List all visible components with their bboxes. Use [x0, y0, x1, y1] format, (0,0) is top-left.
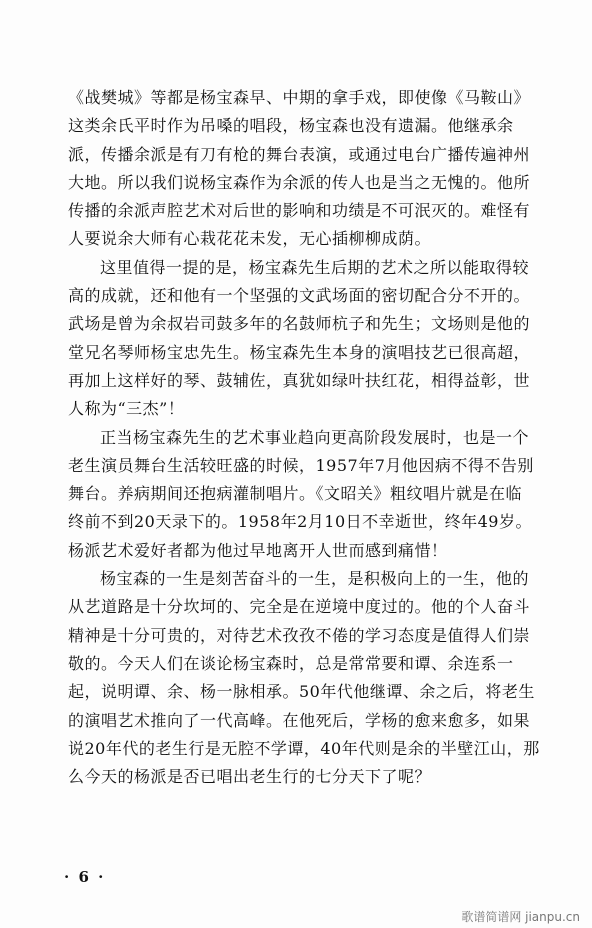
text-line: 人称为“三杰”！ [68, 399, 185, 419]
text-line: 正当杨宝森先生的艺术事业趋向更高阶段发展时，也是一个 [100, 427, 530, 447]
text-line: 说20年代的老生行是无腔不学谭，40年代则是余的半壁江山，那 [68, 738, 540, 758]
text-line: 传播的余派声腔艺术对后世的影响和功绩是不可泯灭的。难怪有 [68, 201, 531, 221]
text-line: 的演唱艺术推向了一代高峰。在他死后，学杨的愈来愈多，如果 [68, 710, 531, 730]
text-line: 终前不到20天录下的。1958年2月10日不幸逝世，终年49岁。 [68, 512, 532, 532]
text-line: 起，说明谭、余、杨一脉相承。50年代他继谭、余之后，将老生 [68, 682, 535, 702]
text-line: 老生演员舞台生活较旺盛的时候，1957年7月他因病不得不告别 [68, 455, 534, 475]
text-line: 舞台。养病期间还抱病灌制唱片。《文昭关》粗纹唱片就是在临 [68, 484, 523, 504]
watermark: 歌谱简谱网 jianpu.cn [461, 910, 580, 924]
text-line: 武场是曾为余叔岩司鼓多年的名鼓师杭子和先生；文场则是他的 [68, 314, 531, 334]
body-text [68, 84, 558, 791]
text-line: 敬的。今天人们在谈论杨宝森时，总是常常要和谭、余连系一 [68, 653, 514, 673]
text-line: 派，传播余派是有刀有枪的舞台表演，或通过电台广播传遍神州 [68, 144, 531, 164]
text-line: 高的成就，还和他有一个坚强的文武场面的密切配合分不开的。 [68, 286, 531, 306]
text-line: 再加上这样好的琴、鼓辅佐，真犹如绿叶扶红花，相得益彰，世 [68, 370, 531, 390]
text-line: 杨宝森的一生是刻苦奋斗的一生，是积极向上的一生，他的 [100, 569, 530, 589]
text-line: 杨派艺术爱好者都为他过早地离开人世而感到痛惜！ [68, 540, 448, 560]
text-line: 大地。所以我们说杨宝森作为余派的传人也是当之无愧的。他所 [68, 172, 531, 192]
text-line: 堂兄名琴师杨宝忠先生。杨宝森先生本身的演唱技艺已很高超， [68, 342, 531, 362]
page-number: · 6 · [64, 868, 106, 886]
text-line: 人要说余大师有心栽花花未发，无心插柳柳成荫。 [68, 229, 432, 249]
text-line: 这里值得一提的是，杨宝森先生后期的艺术之所以能取得较 [100, 257, 530, 277]
text-line: 这类余氏平时作为吊嗓的唱段，杨宝森也没有遗漏。他继承余 [68, 116, 514, 136]
text-line: 么今天的杨派是否已唱出老生行的七分天下了呢？ [68, 767, 432, 787]
text-line: 《战樊城》等都是杨宝森早、中期的拿手戏，即使像《马鞍山》 [68, 88, 531, 107]
text-line: 从艺道路是十分坎坷的、完全是在逆境中度过的。他的个人奋斗 [68, 597, 531, 617]
text-line: 精神是十分可贵的，对待艺术孜孜不倦的学习态度是值得人们崇 [68, 625, 531, 645]
